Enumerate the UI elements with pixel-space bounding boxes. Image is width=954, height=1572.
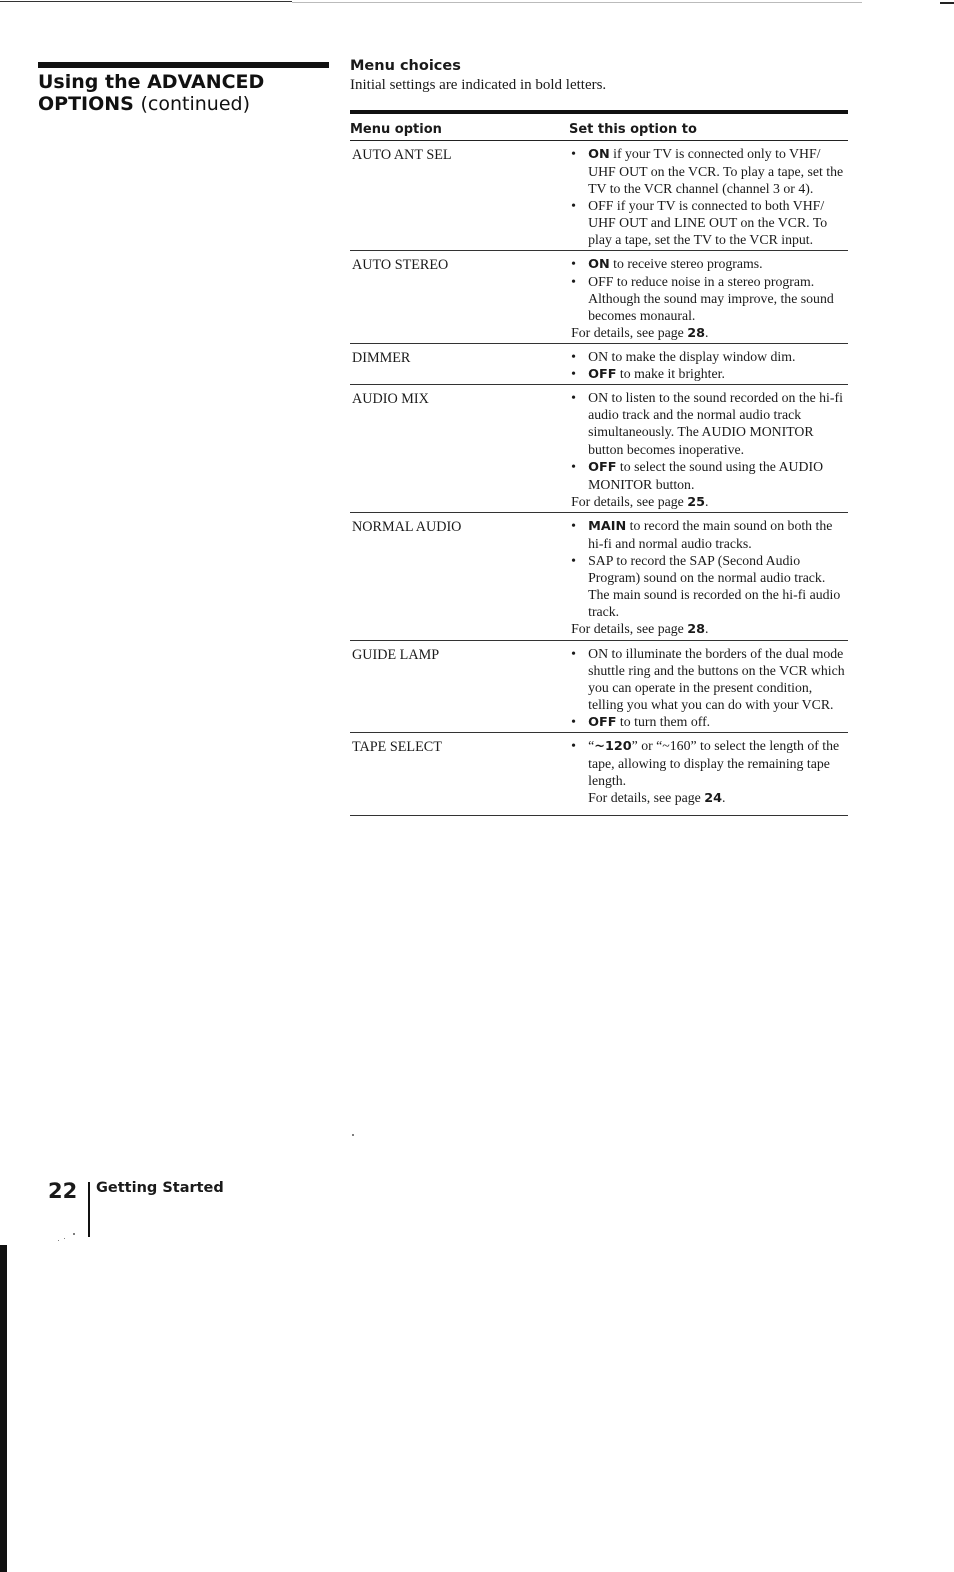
menu-option-name: AUTO ANT SEL (352, 147, 452, 163)
section-title (38, 71, 338, 115)
footer-section-label: Getting Started (96, 1180, 224, 1196)
table-row (350, 251, 848, 344)
column-header-set-option: Set this option to (569, 122, 697, 137)
option-description (571, 737, 848, 807)
table-row (350, 641, 848, 733)
scan-edge-bar (0, 1245, 7, 1572)
option-description (571, 517, 848, 639)
table-row (350, 344, 848, 385)
menu-choices-title: Menu choices (350, 58, 461, 74)
column-header-menu-option: Menu option (350, 122, 442, 137)
page-reference: For details, see page (588, 790, 705, 806)
option-description (571, 348, 848, 383)
menu-option-name: GUIDE LAMP (352, 646, 440, 663)
menu-option-name: NORMAL AUDIO (352, 518, 462, 535)
section-title-part1: Using the ADVANCED (38, 71, 265, 93)
section-title-suffix: (continued) (140, 93, 250, 115)
option-description (571, 645, 848, 731)
list-item: • OFF to make it brighter. (571, 365, 848, 383)
list-item: • OFF if your TV is connected to both VHF/ UHF OUT and LINE OUT on the VCR. To play a tape, set the TV to the VCR input. (571, 197, 848, 248)
page-number: 22 (48, 1179, 78, 1203)
menu-option-name: AUDIO MIX (352, 391, 429, 408)
list-item: • ON if your TV is connected only to VHF/ UHF OUT on the VCR. To play a tape, set the TV to the VCR channel (channel 3 or 4). (571, 145, 848, 197)
page-reference: For details, see page 25. (571, 493, 709, 510)
list-item: • “~120” or “~160” to select the length of the tape, allowing to display the remaining tape length. For details, see page 24. (571, 737, 848, 807)
list-item: • ON to illuminate the borders of the dual mode shuttle ring and the buttons on the VCR which you can operate in the present condition, telling you what you can do with your VCR. (571, 645, 848, 713)
option-description (571, 145, 848, 249)
page-reference: For details, see page 28. (571, 324, 709, 341)
list-item: • ON to make the display window dim. (571, 348, 848, 365)
menu-choices-subtitle: Initial settings are indicated in bold letters. (350, 77, 607, 93)
page-reference: For details, see page 28. (571, 621, 709, 638)
scan-speck (58, 1240, 59, 1241)
list-item: • OFF to select the sound using the AUDIO MONITOR button. (571, 458, 848, 493)
scan-edge-line (940, 2, 954, 4)
list-item: • ON to listen to the sound recorded on the hi-fi audio track and the normal audio track simultaneously. The AUDIO MONITOR button becomes inoperative. (571, 389, 848, 457)
table-row (350, 141, 848, 251)
scan-speck (352, 1134, 354, 1136)
list-item: • SAP to record the SAP (Second Audio Program) sound on the normal audio track. The main sound is recorded on the hi-fi audio track. (571, 552, 848, 620)
list-item: • OFF to turn them off. (571, 713, 848, 731)
heading-rule (38, 62, 329, 68)
menu-options-table (350, 110, 848, 816)
menu-option-name: AUTO STEREO (352, 256, 449, 273)
option-description (571, 389, 848, 511)
list-item: • ON to receive stereo programs. (571, 255, 848, 273)
list-item: • OFF to reduce noise in a stereo program. Although the sound may improve, the sound becomes monaural. (571, 273, 848, 324)
menu-option-name: TAPE SELECT (352, 739, 442, 755)
table-row (350, 733, 848, 816)
menu-option-name: DIMMER (352, 350, 411, 367)
table-row (350, 513, 848, 641)
table-header (350, 114, 848, 141)
list-item: • MAIN to record the main sound on both the hi-fi and normal audio tracks. (571, 517, 848, 552)
table-row (350, 385, 848, 513)
footer-divider (88, 1182, 90, 1237)
scan-speck (73, 1233, 75, 1235)
option-description (571, 255, 848, 342)
scan-speck (64, 1238, 65, 1239)
section-title-part2: OPTIONS (38, 93, 134, 115)
scan-edge-line (0, 1, 292, 2)
scan-edge-line (292, 2, 862, 3)
